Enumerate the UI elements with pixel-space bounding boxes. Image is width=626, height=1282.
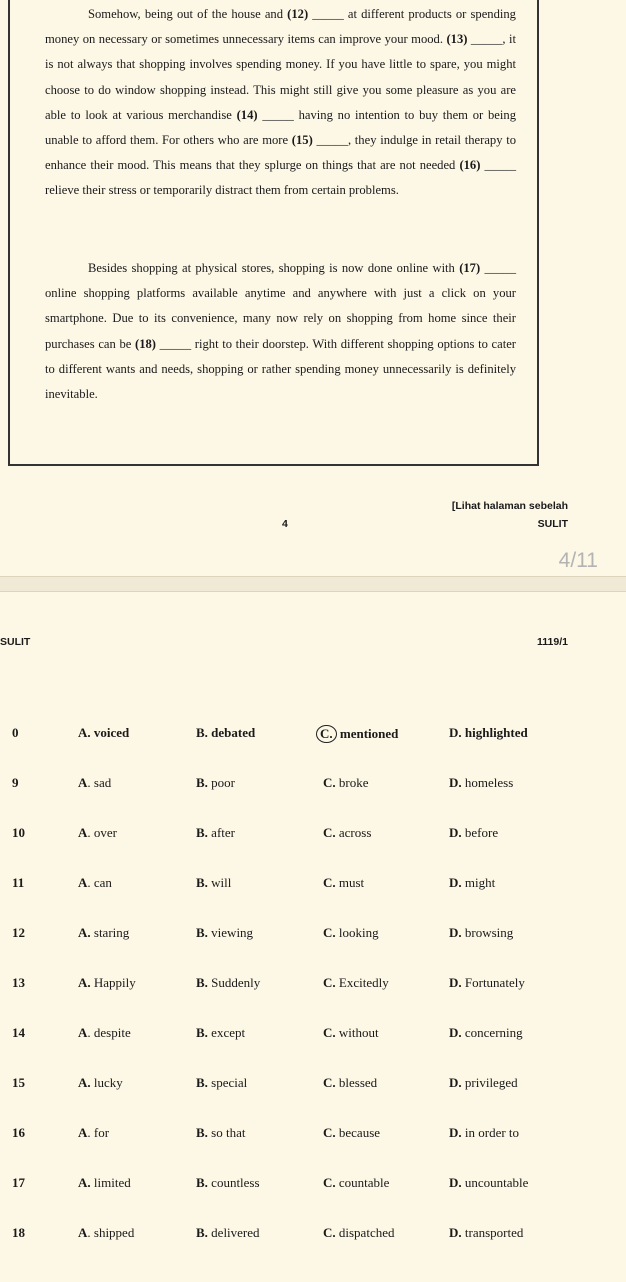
option-letter: B. — [196, 1025, 208, 1040]
page-number: 4 — [282, 518, 288, 530]
option-text: special — [207, 1075, 248, 1090]
option-letter: C. — [323, 1225, 336, 1240]
option-letter: B. — [196, 1125, 208, 1140]
option-text: poor — [207, 775, 236, 790]
option-letter: D. — [449, 825, 462, 840]
option-letter: B. — [196, 725, 208, 740]
option-letter: C. — [323, 925, 336, 940]
option-d — [449, 1125, 519, 1141]
footer-classification: SULIT — [537, 518, 568, 530]
option-text: transported — [461, 1225, 524, 1240]
option-letter: B. — [196, 875, 208, 890]
option-text: viewing — [207, 925, 254, 940]
option-letter: A — [78, 1125, 88, 1140]
option-b — [196, 1075, 247, 1091]
option-letter: D. — [449, 925, 462, 940]
paper-code: 1119/1 — [537, 636, 568, 648]
option-letter: B. — [196, 925, 208, 940]
option-text: countless — [207, 1175, 260, 1190]
question-row — [0, 825, 626, 849]
question-number: 0 — [12, 725, 19, 740]
passage-text: _____ relieve their stress or temporarily distract them from certain problems. — [45, 158, 516, 198]
option-letter: A — [78, 875, 88, 890]
option-text: Fortunately — [461, 975, 525, 990]
blank-number: (12) — [287, 7, 309, 21]
option-text: broke — [335, 775, 369, 790]
option-b — [196, 1125, 245, 1141]
page-divider — [0, 576, 626, 592]
option-a — [78, 1025, 131, 1041]
option-c — [323, 1125, 380, 1141]
option-letter: C. — [323, 1175, 336, 1190]
option-letter: A. — [78, 1075, 91, 1090]
option-letter: D. — [449, 875, 462, 890]
option-c — [323, 875, 364, 891]
option-text: countable — [335, 1175, 390, 1190]
option-c — [323, 975, 389, 991]
option-text: before — [461, 825, 499, 840]
option-b — [196, 975, 260, 991]
option-letter: B. — [196, 825, 208, 840]
option-b — [196, 1175, 260, 1191]
option-letter: A — [78, 825, 88, 840]
option-letter: A. — [78, 925, 91, 940]
option-letter: B. — [196, 1175, 208, 1190]
blank-number: (18) — [135, 336, 156, 351]
question-row — [0, 1125, 626, 1149]
question-number: 10 — [12, 825, 25, 840]
option-text: except — [207, 1025, 246, 1040]
option-letter: A. — [78, 725, 91, 740]
option-a — [78, 925, 129, 941]
option-a — [78, 1225, 134, 1241]
question-row — [0, 975, 626, 999]
passage-text: Somehow, being out of the house and — [88, 7, 288, 21]
option-text: dispatched — [335, 1225, 395, 1240]
passage-text: _____ online shopping platforms available anytime and anywhere with just a click on your smartphone. Due to its convenience, many now rely on shopping from home since their purchases can be — [45, 261, 516, 351]
option-b — [196, 1225, 260, 1241]
option-a — [78, 725, 129, 741]
option-d — [449, 1075, 518, 1091]
option-text: . despite — [87, 1025, 131, 1040]
option-letter: C. — [323, 1125, 336, 1140]
option-letter: D. — [449, 1125, 462, 1140]
option-text: will — [207, 875, 232, 890]
option-a — [78, 975, 136, 991]
circled-answer-mark: C. — [316, 725, 337, 743]
option-text: homeless — [461, 775, 514, 790]
question-number: 9 — [12, 775, 19, 790]
page-indicator: 4/11 — [558, 549, 598, 572]
option-d — [449, 1175, 528, 1191]
option-letter: A — [78, 775, 88, 790]
question-row — [0, 775, 626, 799]
option-letter: B. — [196, 1075, 208, 1090]
option-text: . sad — [87, 775, 112, 790]
option-text: browsing — [461, 925, 514, 940]
option-b — [196, 1025, 245, 1041]
option-text: debated — [207, 725, 256, 740]
option-text: so that — [207, 1125, 246, 1140]
option-text: limited — [90, 1175, 131, 1190]
passage-text: _____, it is not always that shopping involves spending money. If you have little to spare, you might choose to do window shopping instead. This might still give you some pleasure as you are able to look at various merchandise — [45, 32, 516, 122]
passage-text: _____ having no intention to buy them or being unable to afford them. For others who are more — [45, 107, 516, 148]
option-text: might — [461, 875, 496, 890]
option-letter: D. — [449, 725, 462, 740]
option-d — [449, 975, 525, 991]
option-letter: D. — [449, 975, 462, 990]
option-text: privileged — [461, 1075, 518, 1090]
option-a — [78, 1075, 123, 1091]
option-text: after — [207, 825, 235, 840]
page-4 — [0, 0, 626, 576]
question-number: 12 — [12, 925, 25, 940]
page-5 — [0, 592, 626, 1282]
option-d — [449, 925, 513, 941]
option-a — [78, 775, 111, 791]
option-c — [323, 825, 371, 841]
blank-number: (15) — [291, 133, 313, 148]
question-number: 13 — [12, 975, 25, 990]
question-number: 14 — [12, 1025, 25, 1040]
option-letter: C. — [323, 825, 336, 840]
option-d — [449, 775, 513, 791]
option-letter: A. — [78, 975, 91, 990]
question-row — [0, 1225, 626, 1249]
passage-paragraph-2 — [45, 256, 516, 407]
option-c — [323, 1025, 379, 1041]
option-c — [323, 1225, 394, 1241]
option-letter: A. — [78, 1175, 91, 1190]
blank-number: (17) — [459, 261, 481, 275]
option-text: Suddenly — [207, 975, 261, 990]
option-b — [196, 825, 235, 841]
option-text: . over — [87, 825, 117, 840]
option-c — [323, 775, 369, 791]
option-c — [323, 925, 379, 941]
option-a — [78, 1175, 131, 1191]
blank-number: (14) — [236, 107, 258, 122]
passage-text: _____ right to their doorstep. With different shopping options to cater to different wants and needs, shopping or rather spending money unnecessarily is definitely inevitable. — [45, 336, 516, 402]
option-b — [196, 875, 231, 891]
option-letter: C. — [323, 1075, 336, 1090]
option-a — [78, 1125, 109, 1141]
option-letter: C. — [323, 875, 336, 890]
option-b — [196, 925, 253, 941]
blank-number: (13) — [446, 32, 468, 47]
option-text: across — [335, 825, 372, 840]
option-d — [449, 1025, 523, 1041]
option-letter: C. — [323, 975, 336, 990]
option-text: lucky — [90, 1075, 123, 1090]
option-text: uncountable — [461, 1175, 529, 1190]
passage-text: _____, they indulge in retail therapy to enhance their mood. This means that they splurge on things that are not needed — [45, 133, 517, 173]
option-c — [320, 725, 399, 743]
option-letter: B. — [196, 775, 208, 790]
option-text: Happily — [90, 975, 136, 990]
option-text: blessed — [335, 1075, 378, 1090]
option-text: without — [335, 1025, 379, 1040]
option-text: . shipped — [87, 1225, 135, 1240]
header-classification: SULIT — [0, 636, 31, 648]
question-row — [0, 1025, 626, 1049]
option-d — [449, 1225, 523, 1241]
question-number: 15 — [12, 1075, 25, 1090]
option-a — [78, 875, 112, 891]
option-text: in order to — [461, 1125, 520, 1140]
option-c — [323, 1075, 377, 1091]
option-text: delivered — [207, 1225, 260, 1240]
question-number: 18 — [12, 1225, 25, 1240]
option-text: must — [335, 875, 365, 890]
option-b — [196, 775, 235, 791]
option-letter: D. — [449, 775, 462, 790]
option-text: concerning — [461, 1025, 523, 1040]
option-text: staring — [90, 925, 130, 940]
option-letter: B. — [196, 1225, 208, 1240]
blank-number: (16) — [459, 158, 481, 173]
passage-text: Besides shopping at physical stores, shopping is now done online with — [88, 261, 460, 275]
option-a — [78, 825, 117, 841]
option-letter: C. — [323, 1025, 336, 1040]
question-row — [0, 725, 626, 749]
option-text: mentioned — [336, 726, 399, 741]
question-row — [0, 1175, 626, 1199]
passage-paragraph-1 — [45, 2, 516, 204]
question-row — [0, 875, 626, 899]
option-text: looking — [335, 925, 379, 940]
question-number: 17 — [12, 1175, 25, 1190]
option-text: because — [335, 1125, 381, 1140]
question-row — [0, 925, 626, 949]
option-text: . for — [87, 1125, 110, 1140]
passage-text: _____ at different products or spending money on necessary or sometimes unnecessary items can improve your mood. — [45, 7, 516, 47]
question-number: 16 — [12, 1125, 25, 1140]
question-number: 11 — [12, 875, 25, 890]
option-letter: D. — [449, 1025, 462, 1040]
passage-box — [8, 0, 539, 466]
option-letter: D. — [449, 1225, 462, 1240]
option-letter: C. — [323, 775, 336, 790]
option-letter: D. — [449, 1075, 462, 1090]
option-text: voiced — [90, 725, 130, 740]
next-page-note: [Lihat halaman sebelah — [451, 500, 568, 512]
option-letter: B. — [196, 975, 208, 990]
question-row — [0, 1075, 626, 1099]
option-d — [449, 825, 498, 841]
option-text: . can — [87, 875, 112, 890]
option-c — [323, 1175, 389, 1191]
option-text: Excitedly — [335, 975, 389, 990]
option-text: highlighted — [461, 725, 528, 740]
option-letter: D. — [449, 1175, 462, 1190]
option-d — [449, 875, 495, 891]
option-letter: A — [78, 1225, 88, 1240]
option-b — [196, 725, 255, 741]
option-d — [449, 725, 528, 741]
option-letter: A — [78, 1025, 88, 1040]
